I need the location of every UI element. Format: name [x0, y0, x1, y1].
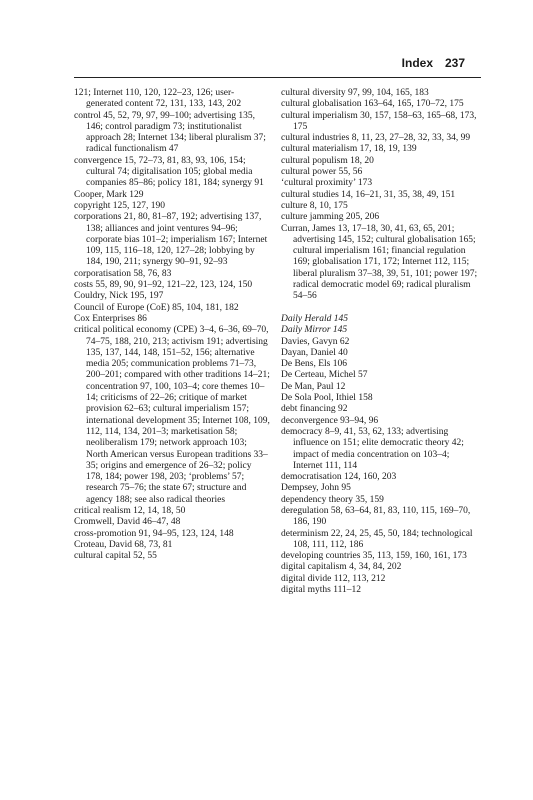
index-entry: corporations 21, 80, 81–87, 192; advertising 137, 138; alliances and joint ventures 94–96; corporate bias 101–2; imperialism 167; Internet 109, 115, 116–18, 120, 127–28; lobbying by 184, 190, 211; synergy 90–91, 92–93: [74, 212, 268, 268]
index-entry: digital capitalism 4, 34, 84, 202: [281, 562, 402, 573]
index-entry: Daily Mirror 145: [281, 325, 348, 336]
index-entry: Cox Enterprises 86: [74, 313, 147, 324]
index-entry: democratisation 124, 160, 203: [281, 472, 397, 483]
index-entry: cultural capital 52, 55: [74, 551, 157, 562]
index-entry: cultural industries 8, 11, 23, 27–28, 32, 33, 34, 99: [281, 133, 471, 144]
index-entry: copyright 125, 127, 190: [74, 200, 166, 211]
index-entry: De Bens, Els 106: [281, 359, 347, 370]
index-entry: cultural materialism 17, 18, 19, 139: [281, 144, 417, 155]
index-entry: digital myths 111–12: [281, 585, 362, 596]
page-number: 237: [445, 56, 466, 70]
index-entry: De Man, Paul 12: [281, 381, 346, 392]
index-entry: corporatisation 58, 76, 83: [74, 268, 172, 279]
index-entry: cultural power 55, 56: [281, 167, 363, 178]
index-entry: digital divide 112, 113, 212: [281, 573, 386, 584]
index-entry: Cromwell, David 46–47, 48: [74, 517, 181, 528]
index-entry: deconvergence 93–94, 96: [281, 415, 379, 426]
index-entry: deregulation 58, 63–64, 81, 83, 110, 115, 169–70, 186, 190: [281, 505, 471, 528]
index-column-left: [74, 88, 270, 562]
letter-group-gap: [281, 303, 481, 314]
running-header: [0, 56, 533, 76]
index-entry: convergence 15, 72–73, 81, 83, 93, 106, 154; cultural 74; digitalisation 105; global media companies 85–86; policy 181, 184; synergy 91: [74, 155, 264, 189]
index-entry: developing countries 35, 113, 159, 160, 161, 173: [281, 551, 467, 562]
header-rule: [74, 77, 481, 78]
index-entry: Daily Herald 145: [281, 313, 349, 324]
index-entry: ‘cultural proximity’ 173: [281, 178, 373, 189]
index-entry: Council of Europe (CoE) 85, 104, 181, 182: [74, 302, 239, 313]
index-entry: Curran, James 13, 17–18, 30, 41, 63, 65, 201; advertising 145, 152; cultural globalisation 165; cultural imperialism 161; financial regulation 169; globalisation 171, 172; Internet 112, 115; liberal pluralism 37–38, 39, 51, 101; power 197; radical democratic model 69; radical pluralism 54–56: [281, 223, 478, 302]
index-entry: cultural diversity 97, 99, 104, 165, 183: [281, 88, 429, 98]
index-entry: Couldry, Nick 195, 197: [74, 291, 164, 302]
index-entry: critical political economy (CPE) 3–4, 6–36, 69–70, 74–75, 188, 210, 213; activism 191; advertising 135, 137, 144, 148, 151–52, 156; alternative media 205; communication problems 71–73, 200–201; compared with other traditions 14–21; concentration 97, 100, 103–4; core themes 10–14; criticisms of 22–26; critique of market provision 62–63; cultural imperialism 157; international development 35; Internet 108, 109, 112, 114, 134, 201–3; marketisation 58; neoliberalism 179; network approach 103; North American versus European traditions 33–35; origins and emergence of 26–32; policy 178, 184; power 198, 203; ‘problems’ 57; research 75–76; the state 67; structure and agency 188; see also radical theories: [74, 325, 270, 505]
index-entry: debt financing 92: [281, 404, 348, 415]
index-entry: determinism 22, 24, 25, 45, 50, 184; technological 108, 111, 112, 186: [281, 528, 473, 550]
index-column-right: [281, 88, 481, 596]
index-entry: cultural imperialism 30, 157, 158–63, 165–68, 173, 175: [281, 110, 477, 132]
index-entry: culture 8, 10, 175: [281, 200, 348, 211]
index-entry: Cooper, Mark 129: [74, 189, 144, 200]
index-entry: Croteau, David 68, 73, 81: [74, 539, 173, 550]
index-entry: dependency theory 35, 159: [281, 494, 384, 505]
index-entry: costs 55, 89, 90, 91–92, 121–22, 123, 124, 150: [74, 280, 253, 291]
index-entry: critical realism 12, 14, 18, 50: [74, 505, 186, 516]
index-entry: Davies, Gavyn 62: [281, 336, 350, 347]
index-entry: Dempsey, John 95: [281, 483, 351, 494]
index-entry: 121; Internet 110, 120, 122–23, 126; user-generated content 72, 131, 133, 143, 202: [74, 88, 242, 110]
index-entry: cultural globalisation 163–64, 165, 170–72, 175: [281, 99, 464, 110]
index-entry: cultural studies 14, 16–21, 31, 35, 38, 49, 151: [281, 189, 456, 200]
index-entry: control 45, 52, 79, 97, 99–100; advertising 135, 146; control paradigm 73; institutionalist approach 28; Internet 134; liberal pluralism 37; radical functionalism 47: [74, 110, 266, 155]
index-entry: culture jamming 205, 206: [281, 212, 380, 223]
index-entry: De Sola Pool, Ithiel 158: [281, 393, 373, 404]
index-entry: De Certeau, Michel 57: [281, 370, 368, 381]
index-entry: Dayan, Daniel 40: [281, 347, 348, 358]
running-header-title: Index: [401, 56, 433, 70]
index-entry: cross-promotion 91, 94–95, 123, 124, 148: [74, 528, 234, 539]
index-entry: democracy 8–9, 41, 53, 62, 133; advertising influence on 151; elite democratic theory 42; impact of media concentration on 103–4; Internet 111, 114: [281, 426, 464, 471]
index-entry: cultural populism 18, 20: [281, 155, 374, 166]
